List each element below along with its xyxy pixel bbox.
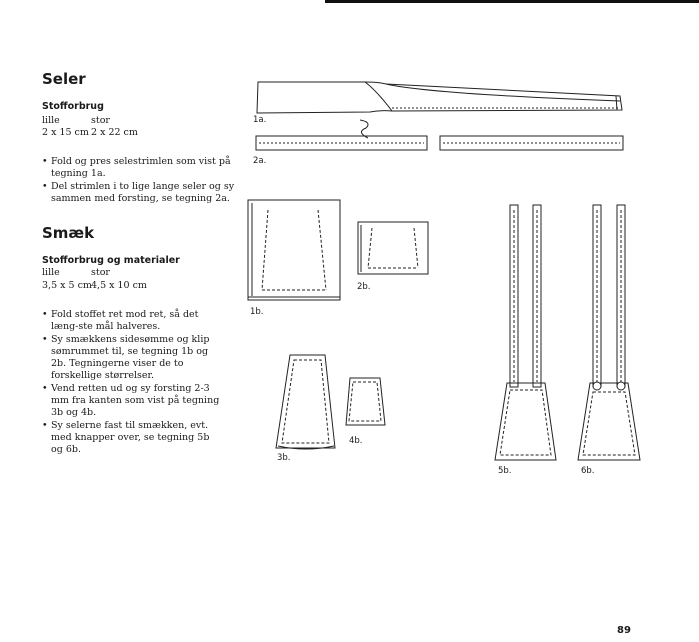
figure-label-2b: 2b. [357, 282, 371, 292]
figure-label-1a: 1a. [253, 115, 267, 125]
smaek-heading: Smæk [42, 224, 95, 242]
smaek-material-heading: Stofforbrug og materialer [42, 255, 180, 266]
figure-label-6b: 6b. [581, 466, 595, 476]
smaek-size-large: stor [91, 267, 110, 278]
bib-diagram-1b [248, 200, 340, 300]
seler-step: • Del strimlen i to lige lange seler og sy sammen med forsting, se tegning 2a. [42, 181, 242, 205]
smaek-step: • Vend retten ud og sy forsting 2-3 mm fra kanten som vist på tegning 3b og 4b. [42, 383, 222, 419]
figure-label-5b: 5b. [498, 466, 512, 476]
bib-diagram-3b [276, 355, 335, 449]
seler-size-large: stor [91, 115, 110, 126]
assembled-diagram-6b [578, 205, 640, 460]
assembled-diagram-5b [495, 205, 556, 460]
seler-size-small: lille [42, 115, 60, 126]
seler-amount-large: 2 x 22 cm [91, 127, 138, 138]
strap-pair-diagram-2a [256, 136, 623, 150]
figure-label-4b: 4b. [349, 436, 363, 446]
smaek-step: • Sy smækkens sidesømme og klip sømrummet til, se tegning 1b og 2b. Tegningerne viser de to forskellige størrelser. [42, 334, 222, 382]
smaek-amount-large: 4,5 x 10 cm [91, 280, 147, 291]
figure-label-1b: 1b. [250, 307, 264, 317]
figure-label-3b: 3b. [277, 453, 291, 463]
smaek-amount-small: 3,5 x 5 cm [42, 280, 92, 291]
seler-step: • Fold og pres selestrimlen som vist på tegning 1a. [42, 156, 242, 180]
seler-material-heading: Stofforbrug [42, 101, 104, 112]
seler-heading: Seler [42, 70, 86, 88]
bib-diagram-2b [358, 222, 428, 274]
seler-amount-small: 2 x 15 cm [42, 127, 89, 138]
bib-diagram-4b [346, 378, 385, 425]
smaek-step: • Fold stoffet ret mod ret, så det læng-ste mål halveres. [42, 309, 222, 333]
strap-fold-diagram-1a [257, 82, 622, 138]
figure-label-2a: 2a. [253, 156, 267, 166]
smaek-step: • Sy selerne fast til smækken, evt. med knapper over, se tegning 5b og 6b. [42, 420, 222, 456]
button-icon [617, 382, 625, 390]
smaek-size-small: lille [42, 267, 60, 278]
page-number: 89 [617, 625, 631, 636]
button-icon [593, 382, 601, 390]
